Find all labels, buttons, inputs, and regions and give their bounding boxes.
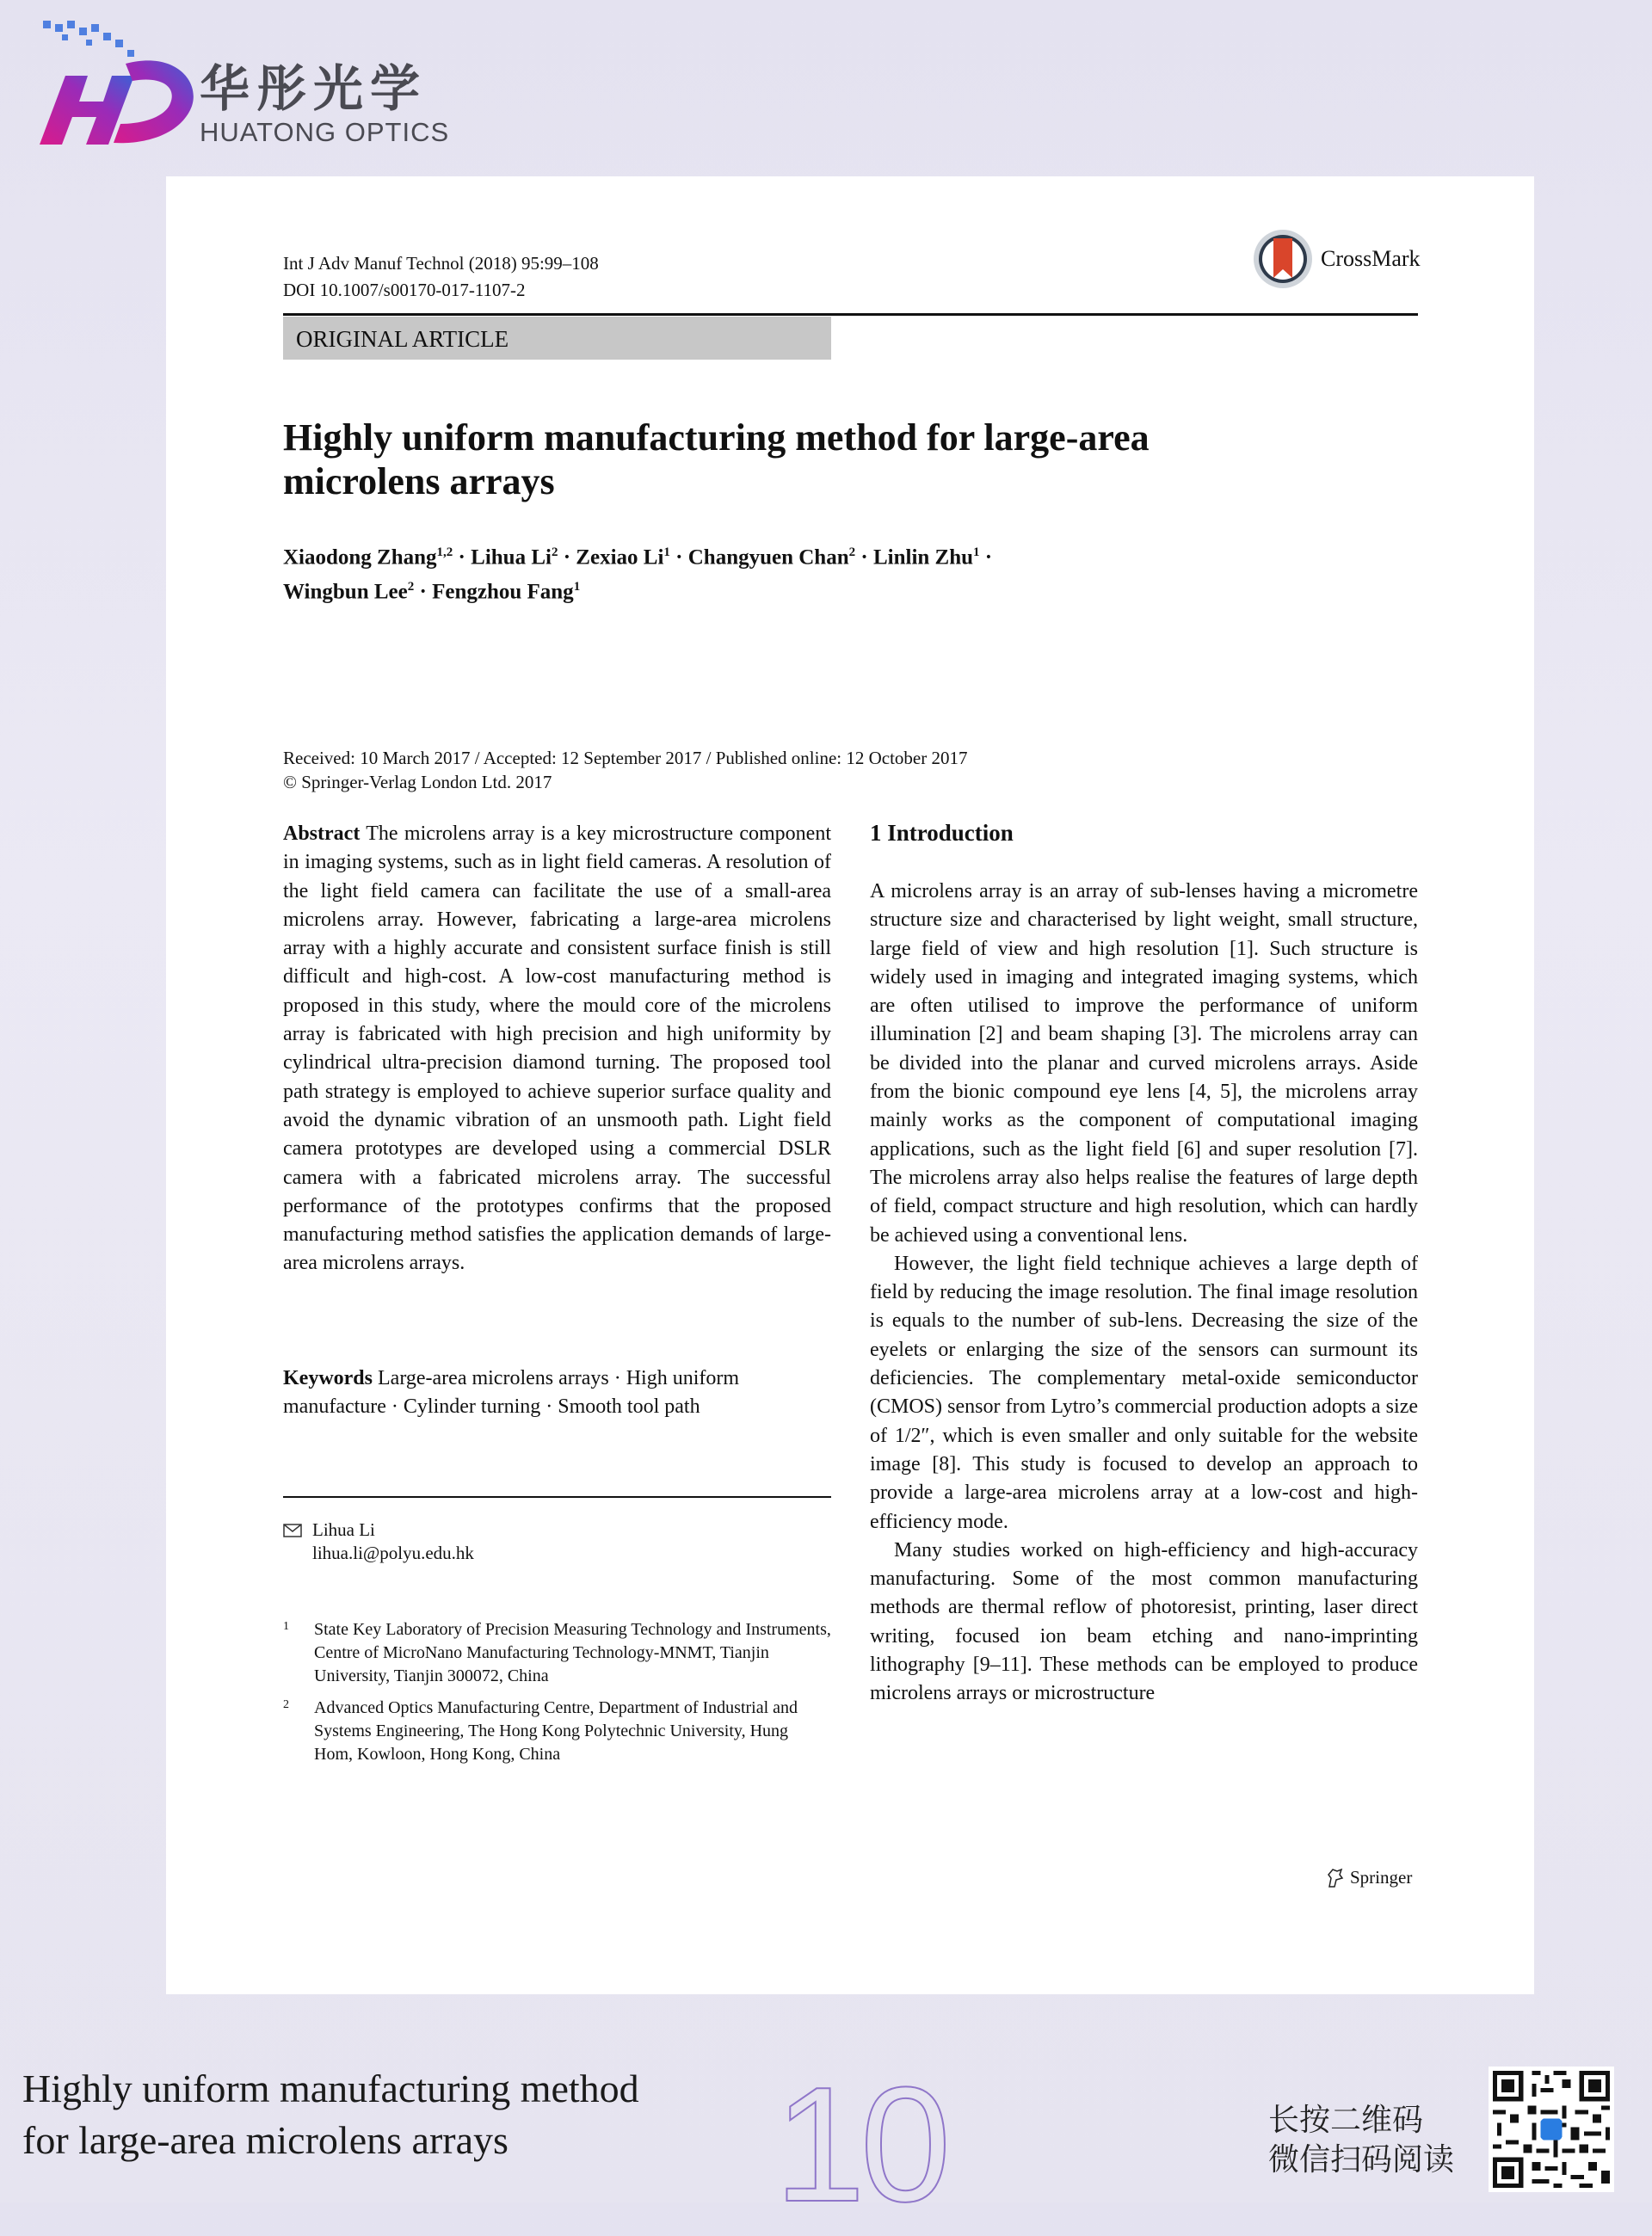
intro-paragraph: However, the light field technique achieves a large depth of field by reducing the image resolution. The final image resolution is equals to the number of sub-lens. Decreasing the size of the eyelets or enlarging the size of the sensors can surmount its deficiencies. The complementary metal-oxide semiconductor (CMOS) sensor from Lytro’s commercial production adopts a size of 1/2″, which is even smaller and only suitable for the website image [8]. This study is focused to develop an approach to provide a large-area microlens array at a low-cost and high-efficiency mode. [870,1252,1418,1533]
abstract-label: Abstract [283,822,361,845]
scan-line-2: 微信扫码阅读 [1268,2142,1455,2177]
author-name[interactable]: Xiaodong Zhang [283,545,437,570]
scan-instructions [1268,2101,1454,2180]
affiliation-number: 1 [283,1620,289,1633]
author-name[interactable]: Fengzhou Fang [432,580,574,604]
affiliation-number: 2 [283,1698,289,1711]
huatong-logo-mark [31,15,220,162]
title-line-1: Highly uniform manufacturing method for large-area [283,416,1150,459]
contact-name: Lihua Li [312,1519,375,1540]
publisher-name: Springer [1350,1867,1413,1888]
article-type: ORIGINAL ARTICLE [283,317,831,360]
caption-line-1: Highly uniform manufacturing method [22,2067,639,2110]
affiliation-2 [283,1697,831,1766]
copyright-line: © Springer-Verlag London Ltd. 2017 [283,772,552,792]
brand-name-en: HUATONG OPTICS [200,117,450,147]
journal-info [283,250,599,304]
author-affiliation: 2 [551,545,558,559]
author-affiliation: 2 [407,580,415,594]
wechat-qr-code[interactable] [1489,2067,1614,2192]
author-list: Xiaodong Zhang$^{1,2}$ · Lihua $Li^2$ · Zexiao $Li^1$ · Changyuen Chan$^2$ · Linlin Zhu$^1$ · Wingbun Lee$^2$ · Fengzhou Fang$^1$ [283,545,993,604]
author-affiliation: 1,2 [436,545,453,559]
brand-name-cn: 华彤光学 [200,59,428,118]
caption-line-2: for large-area microlens arrays [22,2118,509,2162]
footer-caption [22,2063,728,2166]
author-affiliation: 1 [573,580,581,594]
dates-line: Received: 10 March 2017 / Accepted: 12 September 2017 / Published online: 12 October 2017 [283,748,968,768]
author-affiliation: 2 [848,545,856,559]
intro-paragraph: Many studies worked on high-efficiency and high-accuracy manufacturing. Some of the most common manufacturing methods are thermal reflow of photoresist, printing, laser direct writing, focused ion beam etching and nano-imprinting lithography [9–11]. These methods can be employed to produce microlens arrays or microstructure [870,1538,1418,1705]
qr-code-icon [1489,2067,1614,2192]
author-name[interactable]: Wingbun Lee [283,580,408,604]
journal-citation: Int J Adv Manuf Technol (2018) 95:99–108 [283,253,599,274]
envelope-icon [283,1524,302,1537]
crossmark-label: CrossMark [1321,246,1421,271]
author-affiliation: 1 [663,545,670,559]
keywords-text: Large-area microlens arrays · High uniform manufacture · Cylinder turning · Smooth tool path [283,1367,740,1419]
author-affiliation: 1 [973,545,980,559]
issue-number: 10 [774,2054,946,2236]
corresponding-author [283,1518,474,1565]
scan-line-1: 长按二维码 [1268,2103,1424,2138]
header-rule [283,313,1418,316]
contact-email[interactable]: lihua.li@polyu.edu.hk [312,1543,474,1563]
affiliation-1 [283,1618,831,1688]
keywords-label: Keywords [283,1367,373,1389]
crossmark-badge[interactable] [1252,228,1421,290]
affiliation-text: State Key Laboratory of Precision Measuring Technology and Instruments, Centre of MicroNano Manufacturing Technology-MNMT, Tianjin University, Tianjin 300072, China [314,1620,831,1685]
title-line-2: microlens arrays [283,460,555,502]
crossmark-icon [1252,228,1314,290]
abstract-text: The microlens array is a key microstructure component in imaging systems, such as in light field cameras. A resolution of the light field camera can facilitate the use of a small-area microlens array. However, fabricating a large-area microlens array with a highly accurate and consistent surface finish is still difficult and high-cost. A low-cost manufacturing method is proposed in this study, where the mould core of the microlens array is fabricated with high precision and high uniformity by cylindrical ultra-precision diamond turning. The proposed tool path strategy is employed to achieve superior surface quality and avoid the dynamic vibration of an unsmooth path. Light field camera prototypes are developed using a commercial DSLR camera with a fabricated microlens array. The successful performance of the prototypes confirms that the proposed manufacturing method satisfies the application demands of large-area microlens arrays. [283,822,831,1275]
paper-title [283,416,1230,503]
publication-dates [283,746,968,794]
author-name[interactable]: Lihua Li [471,545,552,570]
affiliation-text: Advanced Optics Manufacturing Centre, Department of Industrial and Systems Engineering, The Hong Kong Polytechnic University, Hung Hom, Kowloon, Hong Kong, China [314,1698,798,1764]
abstract [283,820,831,1278]
publisher-mark [1326,1867,1412,1888]
keywords [283,1364,831,1422]
paper-page [166,176,1534,1994]
author-name[interactable]: Linlin Zhu [872,545,974,570]
intro-paragraph: A microlens array is an array of sub-lenses having a micrometre structure size and characterised by light weight, small structure, large field of view and high resolution [1]. Such structure is widely used in imaging and integrated imaging systems, which are often utilised to improve the performance of uniform illumination [2] and beam shaping [3]. The microlens array can be divided into the planar and curved microlens arrays. Aside from the bionic compound eye lens [4, 5], the microlens array mainly works as the component of computational imaging applications, such as the light field [6] and super resolution [7]. The microlens array also helps realise the features of large depth of field, compact structure and high resolution, which can hardly be achieved using a conventional lens. [870,880,1418,1247]
intro-heading: 1 Introduction [870,820,1014,846]
author-name[interactable]: Zexiao Li [576,545,664,570]
springer-horse-icon [1326,1868,1345,1888]
footnote-rule [283,1496,831,1498]
intro-body [870,878,1418,1709]
author-name[interactable]: Changyuen Chan [687,545,849,570]
journal-doi[interactable]: DOI 10.1007/s00170-017-1107-2 [283,280,526,300]
